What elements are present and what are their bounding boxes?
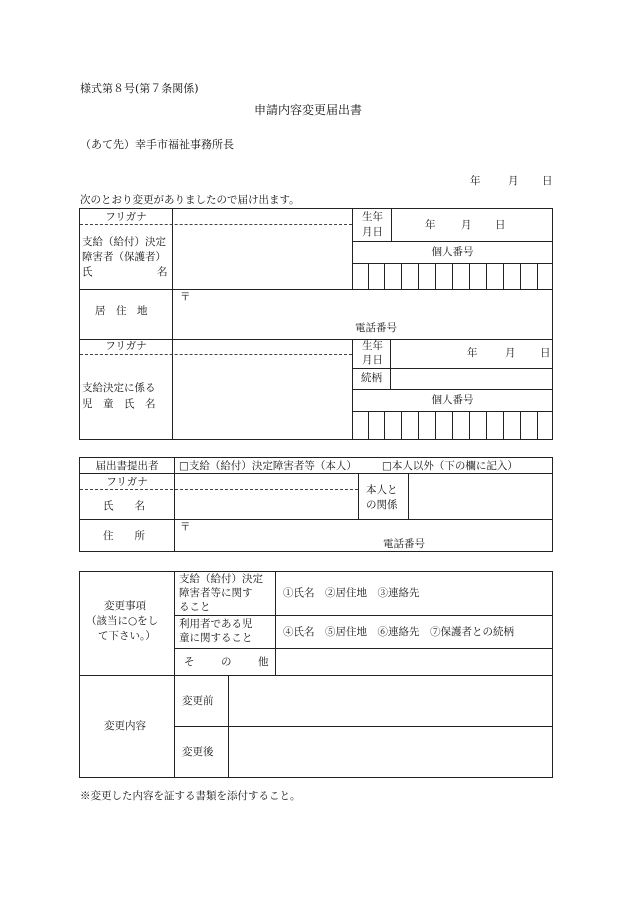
birth-day: 日: [495, 219, 506, 231]
birth-label-1: 生年: [362, 211, 383, 223]
intro-text: 次のとおり変更がありましたので届け出ます。: [80, 194, 300, 206]
submitter-address-label: 住 所: [103, 530, 145, 542]
submitter-furigana-label: フリガナ: [106, 476, 148, 488]
submitter-phone-label: 電話番号: [383, 538, 425, 550]
recipient-section-label-2: 障害者等に関す: [179, 587, 253, 599]
document-title: 申請内容変更届出書: [254, 103, 363, 117]
child-birth-year: 年: [467, 347, 478, 359]
user-section-label-2: 童に関すること: [179, 632, 253, 644]
child-birth-month: 月: [505, 347, 516, 359]
relation-label-2: の関係: [366, 499, 398, 511]
postal-mark: 〒: [180, 291, 191, 303]
addressee: （あて先）幸手市福祉事務所長: [80, 138, 234, 151]
furigana-label: フリガナ: [105, 211, 147, 223]
other-label-2: の: [221, 656, 232, 668]
child-label-2: 児 童 氏 名: [82, 398, 156, 410]
submitter-name-label: 氏 名: [103, 500, 145, 512]
before-label: 変更前: [182, 695, 214, 707]
recipient-options: ①氏名 ②居住地 ③連絡先: [283, 587, 420, 599]
residence-label: 居 住 地: [95, 305, 148, 317]
birth-year: 年: [425, 219, 436, 231]
name-label-shi: 氏: [82, 266, 93, 278]
option-self-checkbox[interactable]: □支給（給付）決定障害者等（本人）: [179, 460, 357, 472]
change-content-label: 変更内容: [104, 720, 146, 732]
date-month: 月: [508, 175, 519, 187]
form-number: 様式第８号(第７条関係): [80, 82, 199, 95]
option-other-checkbox[interactable]: □本人以外（下の欄に記入）: [382, 460, 518, 472]
submitter-label: 届出書提出者: [95, 460, 159, 472]
change-items-label-1: 変更事項: [104, 600, 146, 612]
relation-label-1: 本人と: [366, 484, 398, 496]
individual-number-label: 個人番号: [431, 246, 474, 258]
change-items-label-2: （該当に○をし: [86, 615, 159, 627]
child-individual-number-label: 個人番号: [431, 394, 474, 406]
recipient-name-label-2: 障害者（保護者）: [82, 251, 166, 263]
footer-note: ※変更した内容を証する書類を添付すること。: [80, 790, 301, 802]
other-label-1: そ: [184, 656, 195, 668]
change-items-label-3: て下さい。）: [98, 630, 156, 642]
birth-label-2: 月日: [362, 226, 383, 238]
relationship-label: 続柄: [361, 372, 382, 384]
child-birth-label-2: 月日: [362, 354, 383, 366]
recipient-name-label-1: 支給（給付）決定: [82, 236, 166, 248]
child-birth-day: 日: [540, 347, 551, 359]
child-birth-label-1: 生年: [362, 340, 383, 352]
date-year: 年: [470, 175, 481, 187]
child-furigana-label: フリガナ: [105, 340, 147, 352]
birth-month: 月: [461, 219, 472, 231]
child-label-1: 支給決定に係る: [82, 382, 156, 394]
other-label-3: 他: [258, 656, 269, 668]
name-label-mei: 名: [157, 266, 168, 278]
submitter-postal-mark: 〒: [180, 521, 191, 533]
user-options: ④氏名 ⑤居住地 ⑥連絡先 ⑦保護者との続柄: [283, 626, 514, 638]
user-section-label-1: 利用者である児: [179, 618, 253, 630]
recipient-section-label-3: ること: [179, 601, 211, 613]
phone-label: 電話番号: [355, 322, 397, 334]
recipient-section-label-1: 支給（給付）決定: [179, 573, 263, 585]
date-day: 日: [542, 175, 553, 187]
after-label: 変更後: [182, 746, 214, 758]
